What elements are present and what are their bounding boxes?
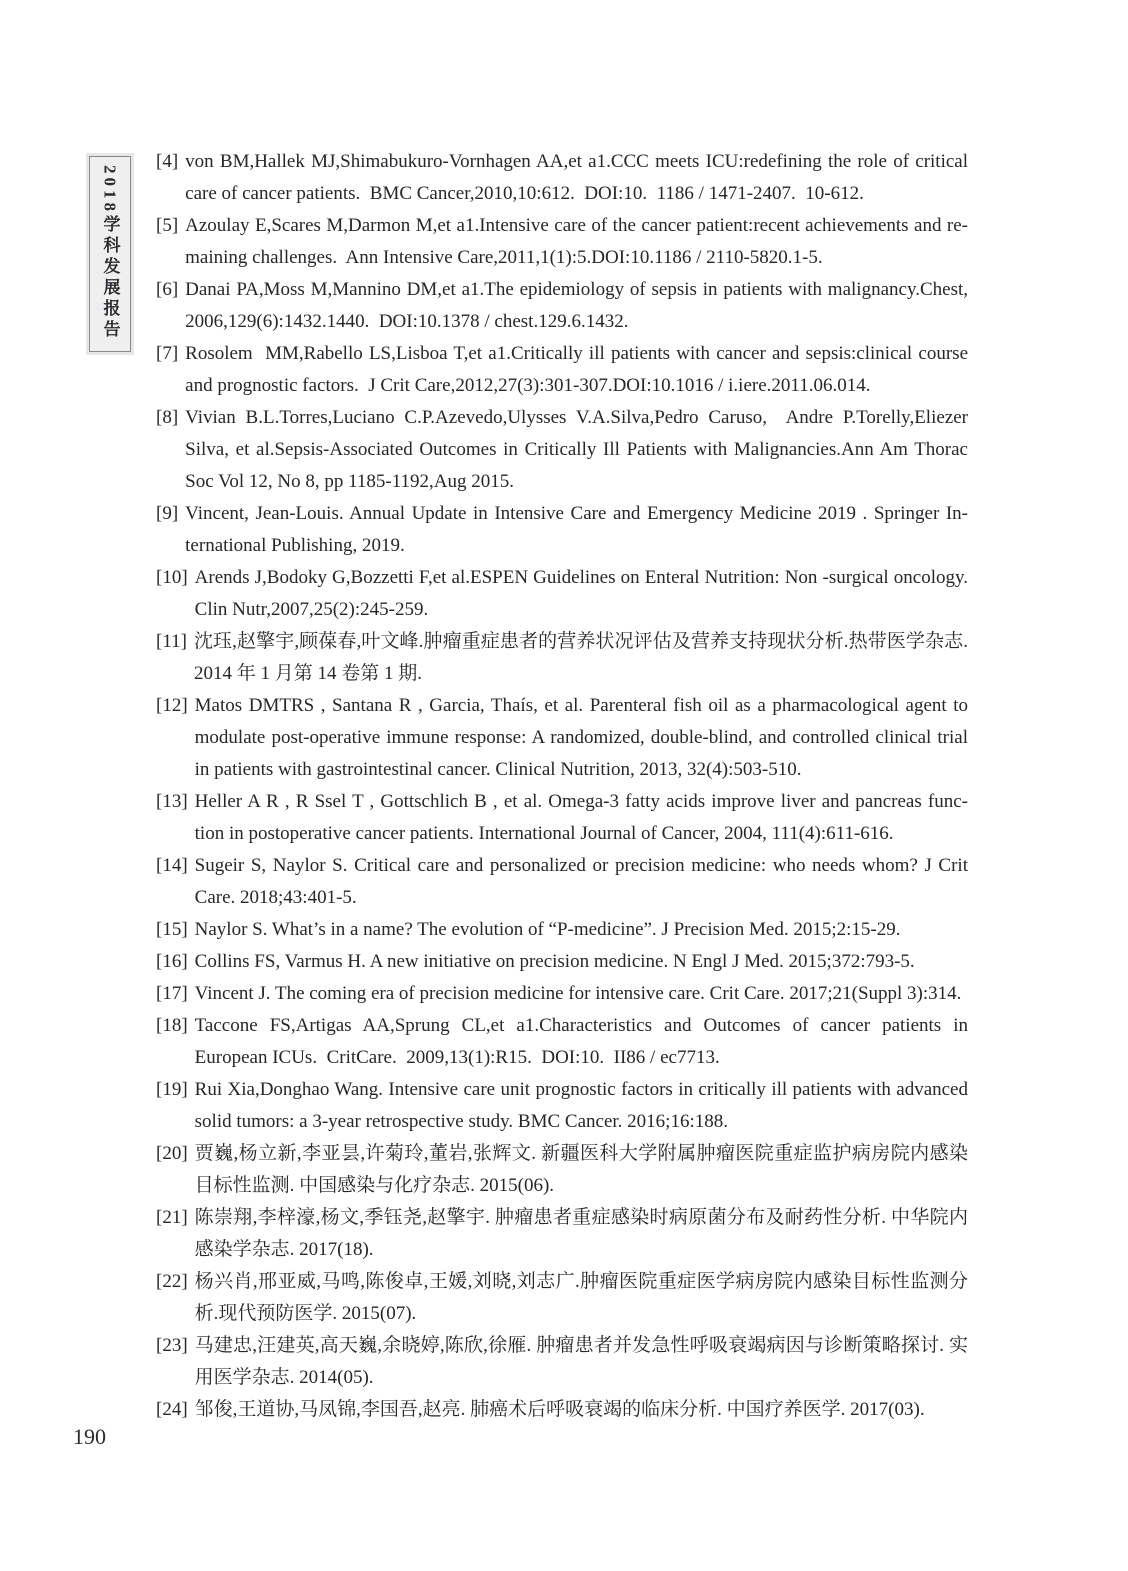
reference-item — [156, 210, 968, 274]
reference-text: Danai PA,Moss M,Mannino DM,et a1.The epidemiology of sepsis in patients with malignancy.Chest, 2006,129(6):1432.1440. DOI:10.1378 / chest.129.6.1432. — [185, 279, 968, 332]
reference-item — [156, 850, 968, 914]
reference-item — [156, 274, 968, 338]
reference-text: 邹俊,王道协,马凤锦,李国吾,赵亮. 肺癌术后呼吸衰竭的临床分析. 中国疗养医学. 2017(03). — [194, 1399, 925, 1420]
reference-item — [156, 1266, 968, 1330]
page-number: 190 — [73, 1424, 106, 1449]
reference-number: [22] — [156, 1271, 188, 1292]
report-spine-tab — [89, 156, 131, 352]
reference-text: Naylor S. What’s in a name? The evolution of “P-medicine”. J Precision Med. 2015;2:15-29. — [194, 919, 901, 940]
reference-text: 马建忠,汪建英,高天巍,余晓婷,陈欣,徐雁. 肿瘤患者并发急性呼吸衰竭病因与诊断策略探讨. 实用医学杂志. 2014(05). — [194, 1335, 968, 1388]
reference-text: Taccone FS,Artigas AA,Sprung CL,et a1.Characteristics and Outcomes of cancer patients in European ICUs. CritCare. 2009,13(1):R15. DOI:10. II86 / ec7713. — [194, 1015, 968, 1068]
reference-text: Heller A R , R Ssel T , Gottschlich B , et al. Omega-3 fatty acids improve liver and pancreas func-tion in postoperative cancer patients. International Journal of Cancer, 2004, 111(4):611-616. — [194, 791, 968, 844]
reference-number: [15] — [156, 919, 188, 940]
reference-text: Rui Xia,Donghao Wang. Intensive care unit prognostic factors in critically ill patients with advanced solid tumors: a 3-year retrospective study. BMC Cancer. 2016;16:188. — [194, 1079, 968, 1132]
reference-text: Arends J,Bodoky G,Bozzetti F,et al.ESPEN Guidelines on Enteral Nutrition: Non -surgical oncology. Clin Nutr,2007,25(2):245-259. — [194, 567, 968, 620]
reference-number: [7] — [156, 343, 179, 364]
reference-text: 沈珏,赵擎宇,顾葆春,叶文峰.肿瘤重症患者的营养状况评估及营养支持现状分析.热带医学杂志. 2014 年 1 月第 14 卷第 1 期. — [193, 631, 968, 684]
reference-number: [5] — [156, 215, 179, 236]
reference-item — [156, 1074, 968, 1138]
reference-item — [156, 946, 968, 978]
reference-text: Collins FS, Varmus H. A new initiative on precision medicine. N Engl J Med. 2015;372:793-5. — [194, 951, 915, 972]
reference-number: [11] — [156, 631, 187, 652]
reference-text: von BM,Hallek MJ,Shimabukuro-Vornhagen AA,et a1.CCC meets ICU:redefining the role of critical care of cancer patients. BMC Cancer,2010,10:612. DOI:10. 1186 / 1471-2407. 10-612. — [185, 151, 968, 204]
reference-item — [156, 914, 968, 946]
reference-item — [156, 1202, 968, 1266]
reference-text: Vincent J. The coming era of precision medicine for intensive care. Crit Care. 2017;21(Suppl 3):314. — [194, 983, 962, 1004]
reference-number: [14] — [156, 855, 188, 876]
reference-number: [16] — [156, 951, 188, 972]
reference-text: Vincent, Jean-Louis. Annual Update in Intensive Care and Emergency Medicine 2019 . Springer In-ternational Publishing, 2019. — [185, 503, 968, 556]
reference-number: [9] — [156, 503, 179, 524]
reference-number: [4] — [156, 151, 179, 172]
reference-text: Sugeir S, Naylor S. Critical care and personalized or precision medicine: who needs whom? J Crit Care. 2018;43:401-5. — [194, 855, 968, 908]
reference-item — [156, 1138, 968, 1202]
reference-number: [13] — [156, 791, 188, 812]
reference-item — [156, 786, 968, 850]
reference-number: [12] — [156, 695, 188, 716]
reference-number: [10] — [156, 567, 188, 588]
reference-text: 陈崇翔,李梓濠,杨文,季钰尧,赵擎宇. 肿瘤患者重症感染时病原菌分布及耐药性分析. 中华院内感染学杂志. 2017(18). — [194, 1207, 968, 1260]
reference-item — [156, 690, 968, 786]
reference-item — [156, 498, 968, 562]
reference-item — [156, 402, 968, 498]
reference-number: [20] — [156, 1143, 188, 1164]
reference-text: Matos DMTRS , Santana R , Garcia, Thaís, et al. Parenteral fish oil as a pharmacological agent to modulate post-operative immune response: A randomized, double-blind, and controlled clinical trial in patients with gastrointestinal cancer. Clinical Nutrition, 2013, 32(4):503-510. — [194, 695, 968, 780]
reference-text: 杨兴肖,邢亚威,马鸣,陈俊卓,王媛,刘晓,刘志广.肿瘤医院重症医学病房院内感染目标性监测分析.现代预防医学. 2015(07). — [194, 1271, 968, 1324]
reference-text: Azoulay E,Scares M,Darmon M,et a1.Intensive care of the cancer patient:recent achievements and re-maining challenges. Ann Intensive Care,2011,1(1):5.DOI:10.1186 / 2110-5820.1-5. — [185, 215, 968, 268]
reference-item — [156, 562, 968, 626]
reference-number: [21] — [156, 1207, 188, 1228]
reference-number: [19] — [156, 1079, 188, 1100]
reference-item — [156, 1394, 968, 1426]
reference-number: [18] — [156, 1015, 188, 1036]
reference-item — [156, 146, 968, 210]
reference-item — [156, 1330, 968, 1394]
reference-item — [156, 338, 968, 402]
reference-text: 贾巍,杨立新,李亚昙,许菊玲,董岩,张辉文. 新疆医科大学附属肿瘤医院重症监护病房院内感染目标性监测. 中国感染与化疗杂志. 2015(06). — [194, 1143, 968, 1196]
reference-number: [23] — [156, 1335, 188, 1356]
reference-number: [17] — [156, 983, 188, 1004]
reference-item — [156, 1010, 968, 1074]
reference-number: [6] — [156, 279, 179, 300]
reference-item — [156, 626, 968, 690]
reference-text: Rosolem MM,Rabello LS,Lisboa T,et a1.Critically ill patients with cancer and sepsis:clinical course and prognostic factors. J Crit Care,2012,27(3):301-307.DOI:10.1016 / i.iere.2011.06.014. — [185, 343, 968, 396]
reference-list — [156, 146, 968, 1426]
report-spine-label: 2018学科发展报告 — [100, 165, 120, 341]
reference-number: [8] — [156, 407, 179, 428]
reference-number: [24] — [156, 1399, 188, 1420]
reference-item — [156, 978, 968, 1010]
reference-text: Vivian B.L.Torres,Luciano C.P.Azevedo,Ulysses V.A.Silva,Pedro Caruso, Andre P.Torelly,Eliezer Silva, et al.Sepsis-Associated Outcomes in Critically Ill Patients with Malignancies.Ann Am Thorac Soc Vol 12, No 8, pp 1185-1192,Aug 2015. — [185, 407, 968, 492]
